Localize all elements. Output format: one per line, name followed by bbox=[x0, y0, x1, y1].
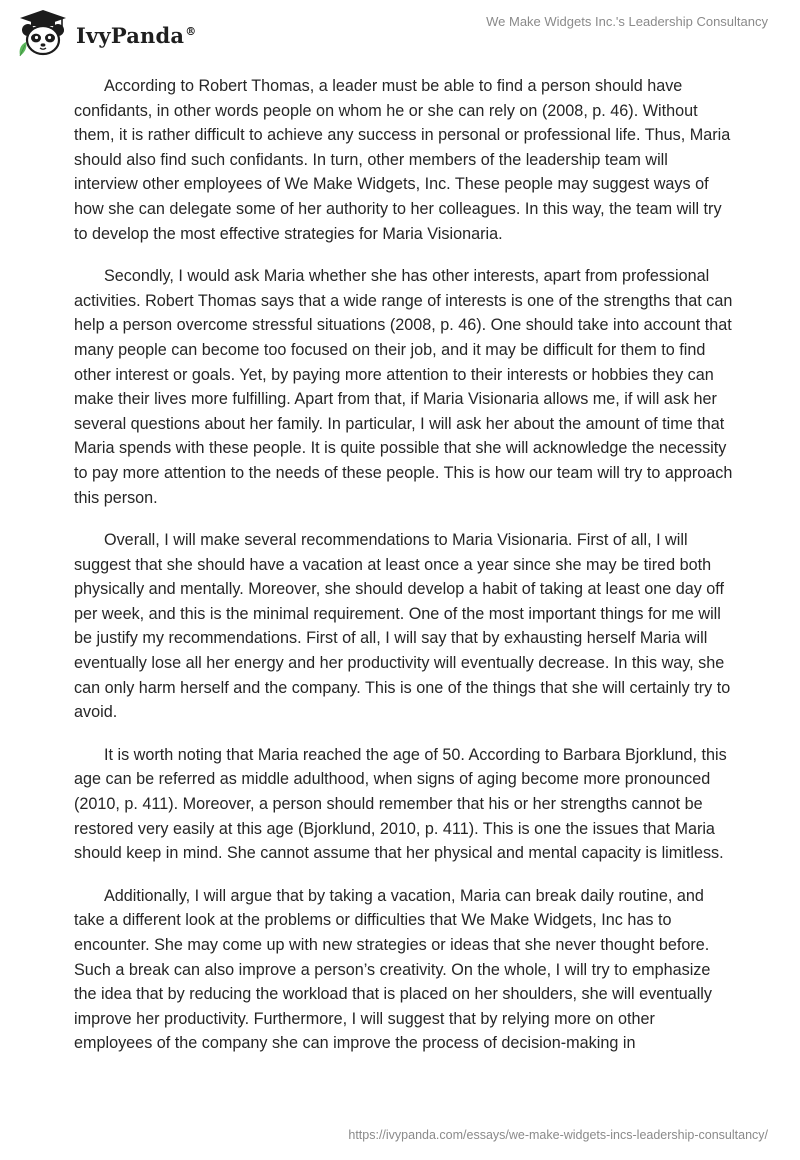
source-url[interactable]: https://ivypanda.com/essays/we-make-widgets-incs-leadership-consultancy/ bbox=[348, 1128, 768, 1142]
paragraph: Additionally, I will argue that by taking a vacation, Maria can break daily routine, and take a different look at the problems or difficulties that We Make Widgets, Inc has to encounter. She may come up with new strategies or ideas that she never thought before. Such a break can also improve a person’s creativity. On the whole, I will try to emphasize the idea that by reducing the workload that is placed on her shoulders, she will eventually improve her productivity. Furthermore, I will suggest that by relying more on other employees of the company she can improve the process of decision-making in bbox=[74, 886, 712, 1053]
essay-body bbox=[74, 74, 734, 1074]
paragraph: According to Robert Thomas, a leader must be able to find a person should have confidants, in other words people on whom he or she can rely on (2008, p. 46). Without them, it is rather difficult to achieve any success in personal or professional life. Thus, Maria should also find such confidants. In turn, other members of the leadership team will interview other employees of We Make Widgets, Inc. These people may suggest ways of how she can delegate some of her authority to her colleagues. In this way, the team will try to develop the most effective strategies for Maria Visionaria. bbox=[74, 77, 731, 243]
panda-graduate-icon bbox=[14, 8, 72, 58]
paragraph: It is worth noting that Maria reached the age of 50. According to Barbara Bjorklund, this age can be referred as middle adulthood, when signs of aging become more pronounced (2010, p. 411). Moreover, a person should remember that his or her strengths cannot be restored very easily at this age (Bjorklund, 2010, p. 411). This is one the issues that Maria should keep in mind. She cannot assume that her physical and mental capacity is limitless. bbox=[74, 745, 727, 863]
ivypanda-logo[interactable] bbox=[14, 8, 196, 58]
paragraph: Secondly, I would ask Maria whether she has other interests, apart from professional activities. Robert Thomas says that a wide range of interests is one of the strengths that can help a person overcome stressful situations (2008, p. 46). One should take into account that many people can become too focused on their job, and it may be difficult for them to find other interest or goals. Yet, by paying more attention to their interests or hobbies they can make their lives more fulfilling. Apart from that, if Maria Visionaria allows me, if will ask her several questions about her family. In particular, I will ask her about the amount of time that Maria spends with these people. It is quite possible that she will acknowledge the necessity to pay more attention to the needs of these people. This is how our team will try to approach this person. bbox=[74, 267, 733, 507]
document-title: We Make Widgets Inc.'s Leadership Consultancy bbox=[486, 14, 768, 29]
logo-wordmark: IvyPanda® bbox=[76, 22, 197, 48]
page-header bbox=[0, 0, 800, 62]
paragraph: Overall, I will make several recommendations to Maria Visionaria. First of all, I will suggest that she should have a vacation at least once a year since she may be tired both physically and mentally. Moreover, she should develop a habit of taking at least one day off per week, and this is the minimal requirement. One of the most important things for me will be justify my recommendations. First of all, I will say that by exhausting herself Maria will eventually lose all her energy and her productivity will eventually decrease. In this way, she can only harm herself and the company. This is one of the things that she will certainly try to avoid. bbox=[74, 531, 731, 722]
